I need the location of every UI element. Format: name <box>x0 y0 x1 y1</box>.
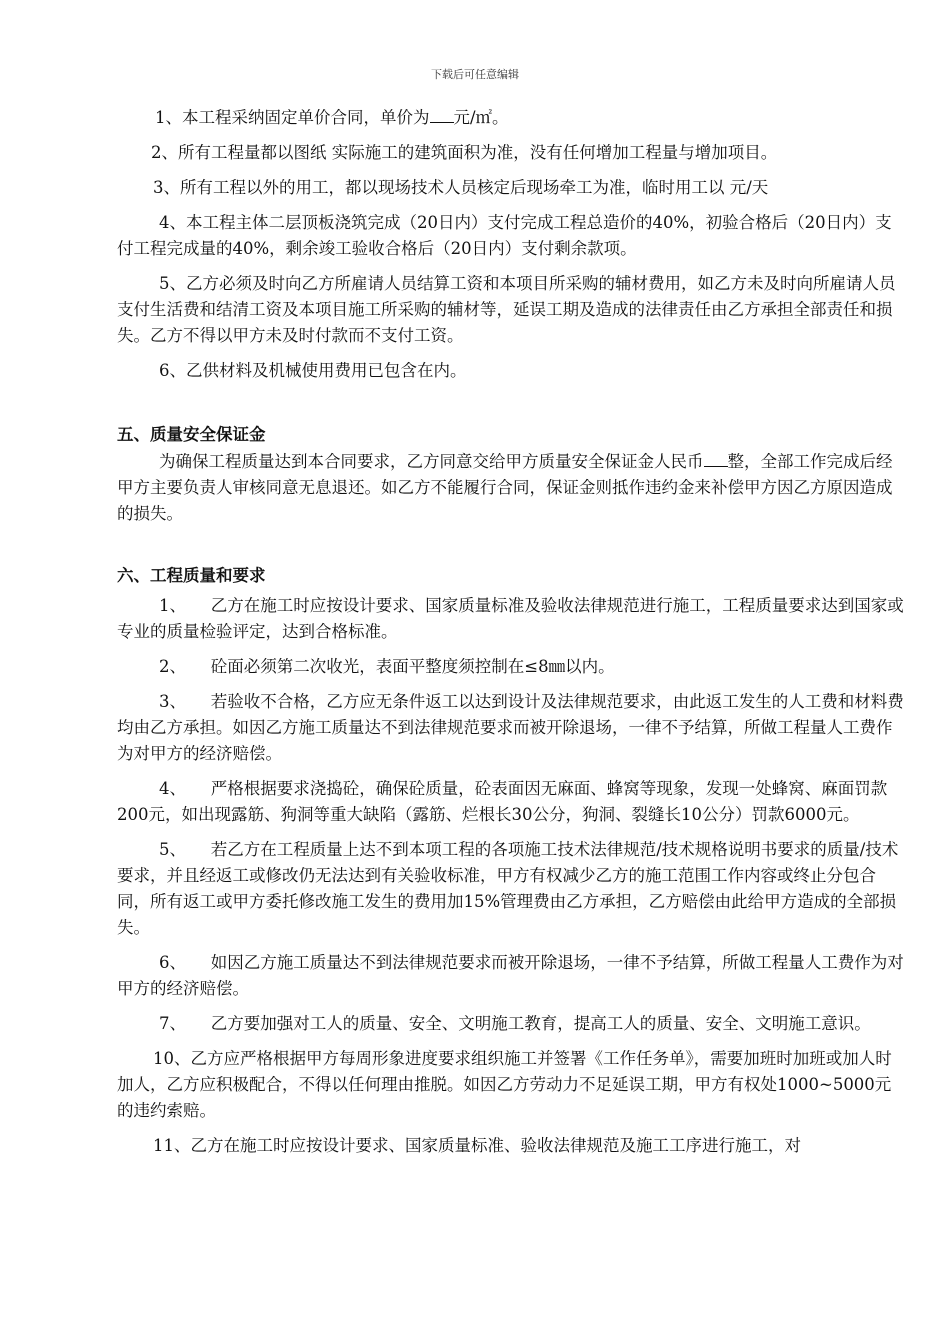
clause-4-3: 3、所有工程以外的用工，都以现场技术人员核定后现场牵工为准，临时用工以 元/天 <box>153 178 769 197</box>
section-5-heading: 五、质量安全保证金 <box>117 425 266 444</box>
clause-4-5: 5、乙方必须及时向乙方所雇请人员结算工资和本项目所采购的辅材费用，如乙方未及时向所雇请人员支付生活费和结清工资及本项目施工所采购的辅材等，延误工期及造成的法律责任由乙方承担全部责任和损失。乙方不得以甲方未及时付款而不支付工资。 <box>117 274 896 345</box>
clause-6-7: 7、 乙方要加强对工人的质量、安全、文明施工教育，提高工人的质量、安全、文明施工意识。 <box>159 1014 871 1033</box>
clause-4-6: 6、乙供材料及机械使用费用已包含在内。 <box>159 361 467 380</box>
clause-4-1-text: 1、本工程采纳固定单价合同，单价为 <box>155 108 430 127</box>
clause-4-1-unit: 元/㎡。 <box>453 108 509 127</box>
clause-4-2: 2、所有工程量都以图纸 实际施工的建筑面积为准，没有任何增加工程量与增加项目。 <box>151 143 778 162</box>
blank-underline <box>704 448 728 467</box>
clause-6-11: 11、乙方在施工时应按设计要求、国家质量标准、验收法律规范及施工工序进行施工，对 <box>153 1136 801 1155</box>
clause-6-10: 10、乙方应严格根据甲方每周形象进度要求组织施工并签署《工作任务单》，需要加班时加班或加人时加人，乙方应积极配合，不得以任何理由推脱。如因乙方劳动力不足延误工期，甲方有权处1000~5000元的违约索赔。 <box>117 1049 892 1120</box>
clause-4-1 <box>117 104 907 131</box>
section-6-heading: 六、工程质量和要求 <box>117 566 266 585</box>
section-5-body <box>117 448 907 527</box>
section-5-text-cont: 整，全部工作完成后经甲方主要负责人审核同意无息退还。如乙方不能履行合同，保证金则抵作违约金来补偿甲方因乙方原因造成的损失。 <box>117 452 893 523</box>
document-body <box>117 104 907 1168</box>
clause-6-6: 6、 如因乙方施工质量达不到法律规范要求而被开除退场，一律不予结算，所做工程量人工费作为对甲方的经济赔偿。 <box>117 953 904 998</box>
clause-6-1: 1、 乙方在施工时应按设计要求、国家质量标准及验收法律规范进行施工，工程质量要求达到国家或专业的质量检验评定，达到合格标准。 <box>117 596 904 641</box>
clause-6-5: 5、 若乙方在工程质量上达不到本项工程的各项施工技术法律规范/技术规格说明书要求的质量/技术要求，并且经返工或修改仍无法达到有关验收标准，甲方有权减少乙方的施工范围工作内容或终止分包合同，所有返工或甲方委托修改施工发生的费用加15%管理费由乙方承担，乙方赔偿由此给甲方造成的全部损失。 <box>117 840 899 937</box>
section-5-text: 为确保工程质量达到本合同要求，乙方同意交给甲方质量安全保证金人民币 <box>159 452 704 471</box>
clause-6-4: 4、 严格根据要求浇捣砼，确保砼质量，砼表面因无麻面、蜂窝等现象，发现一处蜂窝、麻面罚款200元，如出现露筋、狗洞等重大缺陷（露筋、烂根长30公分，狗洞、裂缝长10公分）罚款6000元。 <box>117 779 888 824</box>
page-header: 下载后可任意编辑 <box>431 68 519 81</box>
clause-4-4: 4、本工程主体二层顶板浇筑完成（20日内）支付完成工程总造价的40%，初验合格后（20日内）支付工程完成量的40%，剩余竣工验收合格后（20日内）支付剩余款项。 <box>117 213 892 258</box>
blank-underline <box>430 104 454 123</box>
clause-6-2: 2、 砼面必须第二次收光，表面平整度须控制在≤8㎜以内。 <box>159 657 615 676</box>
clause-6-3: 3、 若验收不合格，乙方应无条件返工以达到设计及法律规范要求，由此返工发生的人工费和材料费均由乙方承担。如因乙方施工质量达不到法律规范要求而被开除退场，一律不予结算，所做工程量人工费作为对甲方的经济赔偿。 <box>117 692 904 763</box>
